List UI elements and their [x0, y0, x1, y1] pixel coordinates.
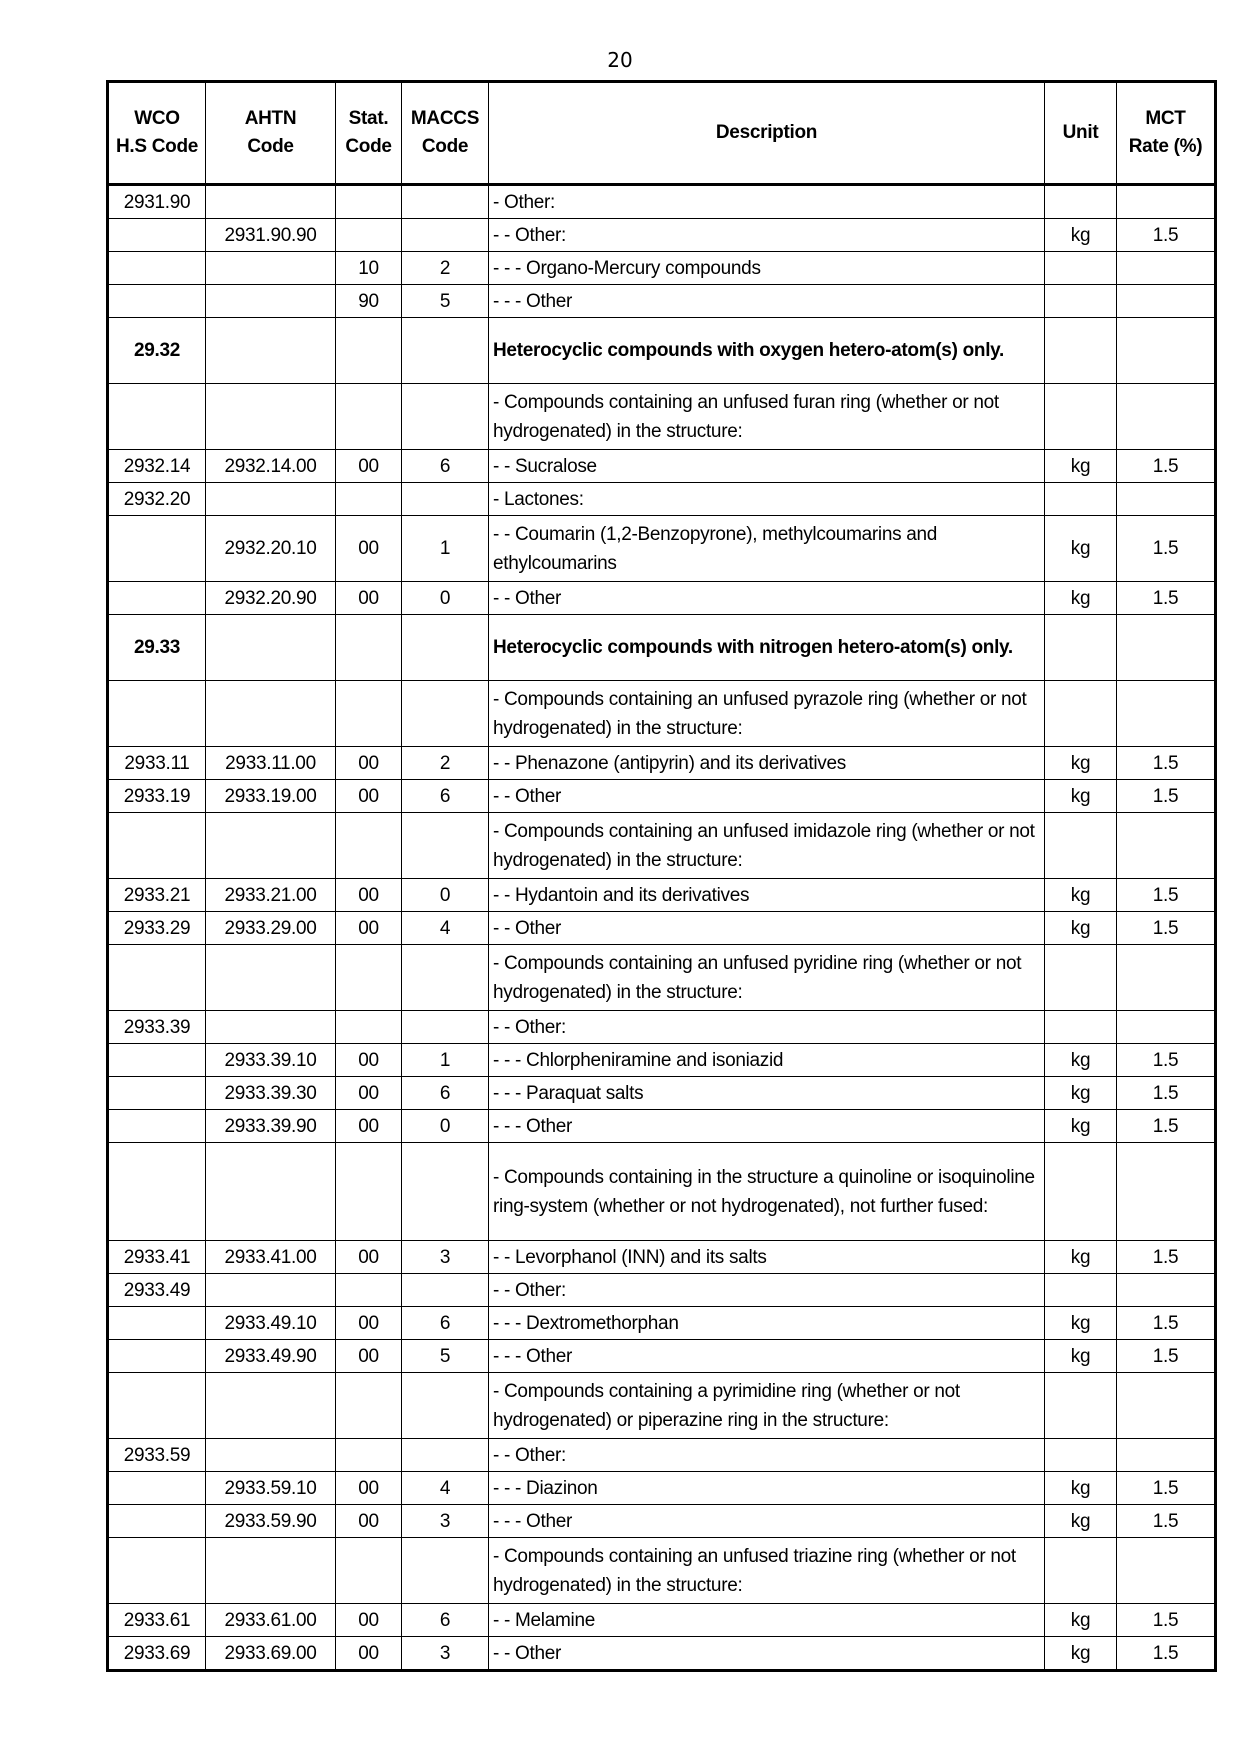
table-row — [108, 185, 1216, 219]
cell-wco-code: 2933.19 — [108, 780, 206, 813]
table-header-row — [108, 82, 1216, 185]
cell-maccs-code: 1 — [402, 1044, 489, 1077]
table-row — [108, 1439, 1216, 1472]
cell-mct-rate — [1117, 1373, 1216, 1439]
cell-wco-code — [108, 1044, 206, 1077]
cell-maccs-code — [402, 185, 489, 219]
cell-wco-code — [108, 285, 206, 318]
table-row — [108, 1538, 1216, 1604]
cell-mct-rate: 1.5 — [1117, 747, 1216, 780]
cell-wco-code: 2932.14 — [108, 450, 206, 483]
cell-ahtn-code: 2933.39.30 — [206, 1077, 336, 1110]
cell-stat-code — [336, 185, 402, 219]
cell-unit — [1045, 1538, 1117, 1604]
header-unit: Unit — [1045, 82, 1117, 185]
table-row — [108, 1604, 1216, 1637]
cell-wco-code — [108, 1110, 206, 1143]
cell-stat-code: 00 — [336, 450, 402, 483]
cell-ahtn-code: 2932.20.10 — [206, 516, 336, 582]
cell-mct-rate: 1.5 — [1117, 1307, 1216, 1340]
header-description: Description — [489, 82, 1045, 185]
header-ahtn: AHTN Code — [206, 82, 336, 185]
cell-description: - - Other — [489, 780, 1045, 813]
cell-ahtn-code — [206, 1373, 336, 1439]
cell-maccs-code — [402, 813, 489, 879]
cell-maccs-code: 6 — [402, 1307, 489, 1340]
cell-ahtn-code: 2933.11.00 — [206, 747, 336, 780]
cell-mct-rate — [1117, 945, 1216, 1011]
header-stat: Stat. Code — [336, 82, 402, 185]
cell-maccs-code: 2 — [402, 747, 489, 780]
table-row — [108, 1077, 1216, 1110]
cell-wco-code: 2933.11 — [108, 747, 206, 780]
cell-description: - Compounds containing an unfused pyrazole ring (whether or not hydrogenated) in the structure: — [489, 681, 1045, 747]
cell-maccs-code — [402, 1538, 489, 1604]
cell-maccs-code — [402, 483, 489, 516]
cell-mct-rate — [1117, 252, 1216, 285]
table-row — [108, 1110, 1216, 1143]
cell-wco-code: 2933.29 — [108, 912, 206, 945]
cell-description: - - Hydantoin and its derivatives — [489, 879, 1045, 912]
cell-stat-code — [336, 1373, 402, 1439]
table-heading-row — [108, 615, 1216, 681]
table-row — [108, 450, 1216, 483]
header-wco: WCO H.S Code — [108, 82, 206, 185]
cell-maccs-code — [402, 318, 489, 384]
cell-stat-code: 00 — [336, 516, 402, 582]
table-row — [108, 945, 1216, 1011]
cell-mct-rate — [1117, 1538, 1216, 1604]
cell-unit — [1045, 252, 1117, 285]
cell-unit — [1045, 1143, 1117, 1241]
cell-description: - - - Diazinon — [489, 1472, 1045, 1505]
cell-maccs-code: 0 — [402, 582, 489, 615]
cell-ahtn-code: 2933.49.10 — [206, 1307, 336, 1340]
table-row — [108, 483, 1216, 516]
cell-wco-code: 2931.90 — [108, 185, 206, 219]
cell-ahtn-code: 2933.59.10 — [206, 1472, 336, 1505]
cell-stat-code: 00 — [336, 1044, 402, 1077]
cell-description: - - - Paraquat salts — [489, 1077, 1045, 1110]
page-number: 20 — [607, 48, 633, 72]
cell-unit — [1045, 615, 1117, 681]
cell-unit: kg — [1045, 1307, 1117, 1340]
cell-description: - - - Other — [489, 1340, 1045, 1373]
table-row — [108, 1274, 1216, 1307]
table-row — [108, 1241, 1216, 1274]
cell-ahtn-code: 2933.21.00 — [206, 879, 336, 912]
cell-mct-rate — [1117, 1274, 1216, 1307]
tariff-table — [106, 80, 1217, 1672]
cell-wco-code: 29.33 — [108, 615, 206, 681]
cell-unit — [1045, 1439, 1117, 1472]
cell-maccs-code: 3 — [402, 1241, 489, 1274]
cell-description: - - Other — [489, 582, 1045, 615]
cell-description: - - Other — [489, 912, 1045, 945]
cell-stat-code — [336, 1143, 402, 1241]
cell-ahtn-code: 2933.59.90 — [206, 1505, 336, 1538]
cell-stat-code: 00 — [336, 747, 402, 780]
cell-maccs-code: 4 — [402, 1472, 489, 1505]
cell-ahtn-code: 2932.14.00 — [206, 450, 336, 483]
cell-description: - - Other: — [489, 1439, 1045, 1472]
table-row — [108, 747, 1216, 780]
cell-mct-rate: 1.5 — [1117, 912, 1216, 945]
cell-maccs-code — [402, 615, 489, 681]
cell-stat-code: 00 — [336, 1077, 402, 1110]
cell-ahtn-code: 2932.20.90 — [206, 582, 336, 615]
cell-maccs-code: 6 — [402, 1077, 489, 1110]
cell-ahtn-code — [206, 813, 336, 879]
cell-unit: kg — [1045, 747, 1117, 780]
cell-unit — [1045, 185, 1117, 219]
cell-wco-code — [108, 1472, 206, 1505]
cell-ahtn-code — [206, 1274, 336, 1307]
cell-mct-rate: 1.5 — [1117, 879, 1216, 912]
table-row — [108, 582, 1216, 615]
cell-ahtn-code — [206, 384, 336, 450]
table-row — [108, 1472, 1216, 1505]
cell-wco-code — [108, 582, 206, 615]
cell-description: - - Levorphanol (INN) and its salts — [489, 1241, 1045, 1274]
cell-wco-code: 29.32 — [108, 318, 206, 384]
cell-unit: kg — [1045, 450, 1117, 483]
cell-mct-rate — [1117, 185, 1216, 219]
cell-maccs-code: 2 — [402, 252, 489, 285]
cell-description: - Lactones: — [489, 483, 1045, 516]
table-body — [108, 185, 1216, 1671]
cell-description: - Compounds containing an unfused triazine ring (whether or not hydrogenated) in the structure: — [489, 1538, 1045, 1604]
table-row — [108, 1307, 1216, 1340]
cell-wco-code — [108, 945, 206, 1011]
cell-description: - - Melamine — [489, 1604, 1045, 1637]
cell-mct-rate — [1117, 1439, 1216, 1472]
table-row — [108, 1143, 1216, 1241]
cell-stat-code: 90 — [336, 285, 402, 318]
table-row — [108, 879, 1216, 912]
cell-wco-code — [108, 813, 206, 879]
cell-wco-code — [108, 681, 206, 747]
cell-maccs-code — [402, 1011, 489, 1044]
cell-ahtn-code: 2933.49.90 — [206, 1340, 336, 1373]
cell-description: - - - Chlorpheniramine and isoniazid — [489, 1044, 1045, 1077]
cell-wco-code — [108, 384, 206, 450]
cell-mct-rate: 1.5 — [1117, 1505, 1216, 1538]
cell-wco-code — [108, 1143, 206, 1241]
cell-wco-code — [108, 1307, 206, 1340]
cell-ahtn-code: 2931.90.90 — [206, 219, 336, 252]
cell-maccs-code — [402, 219, 489, 252]
cell-unit: kg — [1045, 879, 1117, 912]
cell-unit — [1045, 384, 1117, 450]
cell-maccs-code — [402, 1143, 489, 1241]
cell-maccs-code — [402, 1274, 489, 1307]
cell-mct-rate: 1.5 — [1117, 450, 1216, 483]
cell-wco-code: 2933.49 — [108, 1274, 206, 1307]
cell-ahtn-code — [206, 483, 336, 516]
cell-wco-code — [108, 1340, 206, 1373]
cell-stat-code: 00 — [336, 1241, 402, 1274]
cell-unit: kg — [1045, 1637, 1117, 1671]
cell-ahtn-code: 2933.69.00 — [206, 1637, 336, 1671]
table-row — [108, 681, 1216, 747]
cell-unit — [1045, 285, 1117, 318]
cell-description: - - Other: — [489, 1274, 1045, 1307]
cell-mct-rate: 1.5 — [1117, 1044, 1216, 1077]
cell-description: - - - Organo-Mercury compounds — [489, 252, 1045, 285]
table-row — [108, 1044, 1216, 1077]
cell-wco-code — [108, 1505, 206, 1538]
cell-maccs-code: 6 — [402, 780, 489, 813]
cell-maccs-code — [402, 384, 489, 450]
header-maccs: MACCS Code — [402, 82, 489, 185]
cell-mct-rate — [1117, 1011, 1216, 1044]
cell-mct-rate: 1.5 — [1117, 516, 1216, 582]
cell-stat-code — [336, 1538, 402, 1604]
cell-ahtn-code: 2933.61.00 — [206, 1604, 336, 1637]
cell-maccs-code: 4 — [402, 912, 489, 945]
cell-description: - - Phenazone (antipyrin) and its derivatives — [489, 747, 1045, 780]
cell-ahtn-code — [206, 615, 336, 681]
cell-wco-code — [108, 1373, 206, 1439]
table-row — [108, 1637, 1216, 1671]
cell-mct-rate: 1.5 — [1117, 219, 1216, 252]
cell-description: - - - Dextromethorphan — [489, 1307, 1045, 1340]
table-row — [108, 912, 1216, 945]
cell-description: - Compounds containing an unfused imidazole ring (whether or not hydrogenated) in the structure: — [489, 813, 1045, 879]
cell-mct-rate: 1.5 — [1117, 780, 1216, 813]
cell-unit — [1045, 318, 1117, 384]
cell-mct-rate: 1.5 — [1117, 1472, 1216, 1505]
cell-stat-code: 00 — [336, 1637, 402, 1671]
cell-ahtn-code: 2933.19.00 — [206, 780, 336, 813]
cell-wco-code: 2933.39 — [108, 1011, 206, 1044]
cell-unit: kg — [1045, 582, 1117, 615]
cell-description: Heterocyclic compounds with oxygen hetero-atom(s) only. — [489, 318, 1045, 384]
cell-unit: kg — [1045, 1340, 1117, 1373]
cell-ahtn-code — [206, 1439, 336, 1472]
cell-mct-rate: 1.5 — [1117, 1110, 1216, 1143]
cell-stat-code — [336, 1274, 402, 1307]
header-mct-rate: MCT Rate (%) — [1117, 82, 1216, 185]
cell-ahtn-code — [206, 945, 336, 1011]
cell-maccs-code: 6 — [402, 1604, 489, 1637]
cell-description: - Compounds containing an unfused furan ring (whether or not hydrogenated) in the structure: — [489, 384, 1045, 450]
cell-stat-code: 00 — [336, 912, 402, 945]
cell-wco-code: 2933.59 — [108, 1439, 206, 1472]
cell-description: - - - Other — [489, 1110, 1045, 1143]
cell-wco-code: 2933.41 — [108, 1241, 206, 1274]
cell-mct-rate — [1117, 384, 1216, 450]
cell-stat-code — [336, 813, 402, 879]
cell-maccs-code: 0 — [402, 879, 489, 912]
cell-stat-code — [336, 615, 402, 681]
table-row — [108, 813, 1216, 879]
cell-wco-code — [108, 1077, 206, 1110]
cell-stat-code: 00 — [336, 582, 402, 615]
cell-mct-rate — [1117, 681, 1216, 747]
cell-description: - Compounds containing an unfused pyridine ring (whether or not hydrogenated) in the structure: — [489, 945, 1045, 1011]
cell-stat-code — [336, 483, 402, 516]
cell-maccs-code: 1 — [402, 516, 489, 582]
cell-mct-rate — [1117, 615, 1216, 681]
cell-ahtn-code — [206, 185, 336, 219]
table-row — [108, 285, 1216, 318]
cell-mct-rate — [1117, 285, 1216, 318]
cell-unit — [1045, 1274, 1117, 1307]
cell-maccs-code: 3 — [402, 1637, 489, 1671]
cell-unit — [1045, 1011, 1117, 1044]
cell-maccs-code: 0 — [402, 1110, 489, 1143]
cell-unit — [1045, 945, 1117, 1011]
cell-maccs-code — [402, 945, 489, 1011]
cell-unit: kg — [1045, 1110, 1117, 1143]
cell-stat-code: 00 — [336, 1110, 402, 1143]
cell-ahtn-code — [206, 1143, 336, 1241]
cell-ahtn-code: 2933.41.00 — [206, 1241, 336, 1274]
cell-mct-rate — [1117, 483, 1216, 516]
cell-stat-code: 00 — [336, 1340, 402, 1373]
cell-stat-code: 00 — [336, 879, 402, 912]
table-row — [108, 384, 1216, 450]
cell-mct-rate: 1.5 — [1117, 1340, 1216, 1373]
cell-mct-rate: 1.5 — [1117, 582, 1216, 615]
cell-wco-code — [108, 219, 206, 252]
cell-unit — [1045, 813, 1117, 879]
cell-description: - - Sucralose — [489, 450, 1045, 483]
cell-mct-rate: 1.5 — [1117, 1077, 1216, 1110]
cell-ahtn-code — [206, 252, 336, 285]
cell-maccs-code: 3 — [402, 1505, 489, 1538]
cell-stat-code — [336, 1439, 402, 1472]
cell-description: - Compounds containing a pyrimidine ring (whether or not hydrogenated) or piperazine ring in the structure: — [489, 1373, 1045, 1439]
cell-description: - Other: — [489, 185, 1045, 219]
cell-unit: kg — [1045, 1604, 1117, 1637]
cell-mct-rate — [1117, 318, 1216, 384]
cell-wco-code: 2933.61 — [108, 1604, 206, 1637]
cell-maccs-code — [402, 681, 489, 747]
cell-stat-code: 00 — [336, 780, 402, 813]
cell-unit: kg — [1045, 516, 1117, 582]
cell-unit: kg — [1045, 1044, 1117, 1077]
cell-maccs-code: 5 — [402, 285, 489, 318]
cell-unit — [1045, 681, 1117, 747]
cell-wco-code: 2933.69 — [108, 1637, 206, 1671]
cell-stat-code — [336, 384, 402, 450]
cell-description: - - Other: — [489, 219, 1045, 252]
cell-unit: kg — [1045, 1505, 1117, 1538]
cell-stat-code — [336, 318, 402, 384]
cell-wco-code — [108, 252, 206, 285]
cell-ahtn-code: 2933.29.00 — [206, 912, 336, 945]
cell-wco-code — [108, 1538, 206, 1604]
table-row — [108, 1011, 1216, 1044]
cell-stat-code — [336, 945, 402, 1011]
cell-stat-code — [336, 681, 402, 747]
cell-ahtn-code — [206, 318, 336, 384]
cell-mct-rate: 1.5 — [1117, 1241, 1216, 1274]
cell-unit: kg — [1045, 219, 1117, 252]
cell-maccs-code — [402, 1373, 489, 1439]
cell-ahtn-code — [206, 1538, 336, 1604]
cell-stat-code: 00 — [336, 1505, 402, 1538]
cell-stat-code: 00 — [336, 1604, 402, 1637]
cell-mct-rate — [1117, 1143, 1216, 1241]
cell-wco-code: 2933.21 — [108, 879, 206, 912]
cell-unit: kg — [1045, 1077, 1117, 1110]
table-row — [108, 516, 1216, 582]
table-row — [108, 1505, 1216, 1538]
cell-maccs-code: 6 — [402, 450, 489, 483]
cell-stat-code: 00 — [336, 1307, 402, 1340]
cell-description: - - - Other — [489, 285, 1045, 318]
cell-mct-rate: 1.5 — [1117, 1604, 1216, 1637]
table-row — [108, 1373, 1216, 1439]
cell-ahtn-code — [206, 1011, 336, 1044]
cell-wco-code — [108, 516, 206, 582]
table-row — [108, 1340, 1216, 1373]
cell-ahtn-code — [206, 681, 336, 747]
table-row — [108, 252, 1216, 285]
cell-ahtn-code — [206, 285, 336, 318]
cell-stat-code: 10 — [336, 252, 402, 285]
cell-description: - - Other — [489, 1637, 1045, 1671]
cell-unit: kg — [1045, 912, 1117, 945]
cell-unit: kg — [1045, 1241, 1117, 1274]
cell-stat-code — [336, 219, 402, 252]
cell-mct-rate: 1.5 — [1117, 1637, 1216, 1671]
cell-stat-code: 00 — [336, 1472, 402, 1505]
cell-maccs-code — [402, 1439, 489, 1472]
cell-unit: kg — [1045, 780, 1117, 813]
table-heading-row — [108, 318, 1216, 384]
cell-unit — [1045, 1373, 1117, 1439]
cell-maccs-code: 5 — [402, 1340, 489, 1373]
cell-description: Heterocyclic compounds with nitrogen hetero-atom(s) only. — [489, 615, 1045, 681]
cell-ahtn-code: 2933.39.90 — [206, 1110, 336, 1143]
cell-description: - Compounds containing in the structure a quinoline or isoquinoline ring-system (whether or not hydrogenated), not further fused: — [489, 1143, 1045, 1241]
cell-unit: kg — [1045, 1472, 1117, 1505]
cell-mct-rate — [1117, 813, 1216, 879]
cell-unit — [1045, 483, 1117, 516]
cell-wco-code: 2932.20 — [108, 483, 206, 516]
table-row — [108, 780, 1216, 813]
cell-description: - - - Other — [489, 1505, 1045, 1538]
cell-description: - - Coumarin (1,2-Benzopyrone), methylcoumarins and ethylcoumarins — [489, 516, 1045, 582]
cell-description: - - Other: — [489, 1011, 1045, 1044]
table-row — [108, 219, 1216, 252]
cell-ahtn-code: 2933.39.10 — [206, 1044, 336, 1077]
cell-stat-code — [336, 1011, 402, 1044]
